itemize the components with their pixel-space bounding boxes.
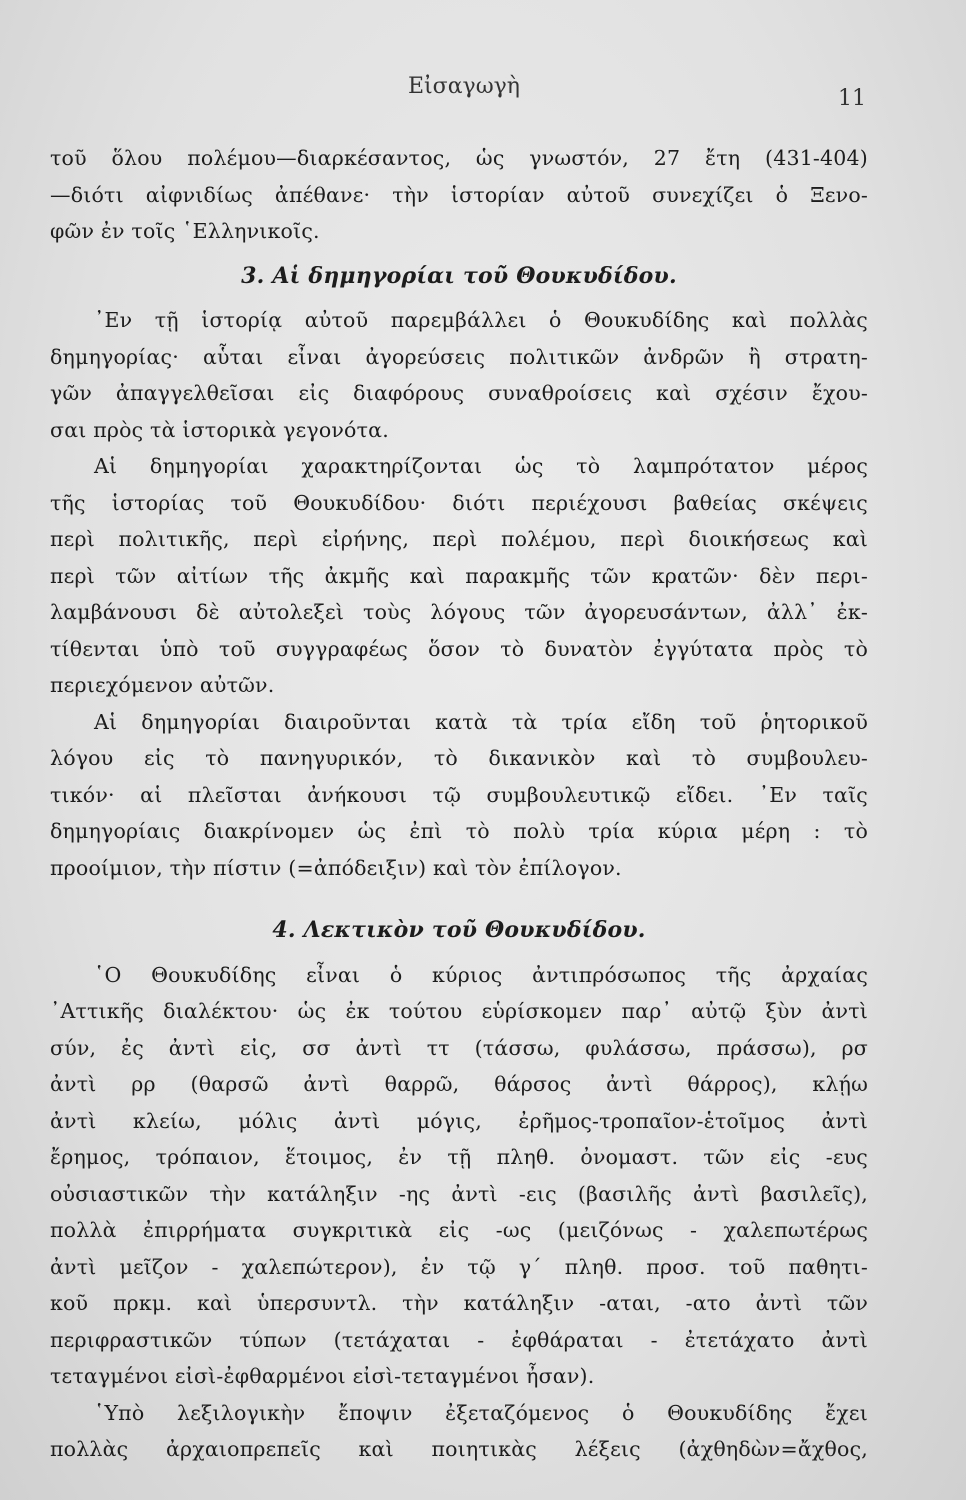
text-line: οὐσιαστικῶν τὴν κατάληξιν -ης ἀντὶ -εις (βασιλῆς ἀντὶ βασιλεῖς), (50, 1181, 868, 1206)
section-heading: 4. Λεκτικὸν τοῦ Θουκυδίδου. (272, 917, 646, 943)
text-line: ῾Ο Θουκυδίδης εἶναι ὁ κύριος ἀντιπρόσωπος τῆς ἀρχαίας (94, 962, 868, 987)
text-line: τοῦ ὅλου πολέμου—διαρκέσαντος, ὡς γνωστόν, 27 ἔτη (431-404) (50, 146, 868, 170)
text-line: ῾Υπὸ λεξιλογικὴν ἔποψιν ἐξεταζόμενος ὁ Θουκυδίδης ἔχει (94, 1400, 868, 1425)
text-line: σαι πρὸς τὰ ἱστορικὰ γεγονότα. (50, 417, 389, 442)
text-line: τῆς ἱστορίας τοῦ Θουκυδίδου· διότι περιέχουσι βαθείας σκέψεις (50, 490, 868, 515)
text-line: γῶν ἀπαγγελθεῖσαι εἰς διαφόρους συναθροίσεις καὶ σχέσιν ἔχου- (50, 381, 868, 405)
text-line: ᾿Αττικῆς διαλέκτου· ὡς ἐκ τούτου εὑρίσκομεν παρ᾿ αὐτῷ ξὺν ἀντὶ (50, 999, 868, 1023)
text-line: περιφραστικῶν τύπων (τετάχαται - ἐφθάραται - ἐτετάχατο ἀντὶ (50, 1327, 868, 1352)
text-line: λόγου εἰς τὸ πανηγυρικόν, τὸ δικανικὸν καὶ τὸ συμβουλευ- (50, 746, 868, 770)
page-number: 11 (838, 86, 866, 111)
text-line: σύν, ἐς ἀντὶ εἰς, σσ ἀντὶ ττ (τάσσω, φυλάσσω, πράσσω), ρσ (50, 1035, 868, 1060)
text-line: πολλὰ ἐπιρρήματα συγκριτικὰ εἰς -ως (μειζόνως - χαλεπωτέρως (50, 1218, 868, 1242)
text-line: τεταγμένοι εἰσὶ-ἐφθαρμένοι εἰσὶ-τεταγμένοι ἦσαν). (50, 1364, 595, 1388)
text-line: προοίμιον, τὴν πίστιν (=ἀπόδειξιν) καὶ τὸν ἐπίλογον. (50, 855, 622, 880)
text-line: δημηγορίαις διακρίνομεν ὡς ἐπὶ τὸ πολὺ τρία κύρια μέρη : τὸ (50, 819, 868, 843)
text-line: ἀντὶ μεῖζον - χαλεπώτερον), ἐν τῷ γ΄ πληθ. προσ. τοῦ παθητι- (50, 1254, 868, 1279)
text-line: Αἱ δημηγορίαι χαρακτηρίζονται ὡς τὸ λαμπρότατον μέρος (94, 454, 868, 478)
text-line: τίθενται ὑπὸ τοῦ συγγραφέως ὅσον τὸ δυνατὸν ἐγγύτατα πρὸς τὸ (50, 636, 868, 661)
section-heading: 3. Αἱ δημηγορίαι τοῦ Θουκυδίδου. (241, 262, 677, 289)
body-text (50, 140, 868, 1468)
text-line: —διότι αἰφνιδίως ἀπέθανε· τὴν ἱστορίαν αὐτοῦ συνεχίζει ὁ Ξενο- (50, 182, 868, 207)
text-line: πολλὰς ἀρχαιοπρεπεῖς καὶ ποιητικὰς λέξεις (ἀχθηδὼν=ἄχθος, (50, 1437, 868, 1461)
running-head: Εἰσαγωγὴ (408, 74, 520, 99)
text-line: περὶ πολιτικῆς, περὶ εἰρήνης, περὶ πολέμου, περὶ διοικήσεως καὶ (50, 527, 868, 551)
text-line: ἀντὶ κλείω, μόλις ἀντὶ μόγις, ἐρῆμος-τροπαῖον-ἑτοῖμος ἀντὶ (50, 1108, 868, 1133)
text-line: ᾿Εν τῇ ἱστορίᾳ αὐτοῦ παρεμβάλλει ὁ Θουκυδίδης καὶ πολλὰς (94, 308, 868, 332)
text-line: περὶ τῶν αἰτίων τῆς ἀκμῆς καὶ παρακμῆς τῶν κρατῶν· δὲν περι- (50, 563, 868, 588)
text-line: λαμβάνουσι δὲ αὐτολεξεὶ τοὺς λόγους τῶν ἀγορευσάντων, ἀλλ᾿ ἐκ- (50, 600, 868, 624)
text-line: ἔρημος, τρόπαιον, ἕτοιμος, ἐν τῇ πληθ. ὀνομαστ. τῶν εἰς -ευς (50, 1145, 868, 1169)
text-line: φῶν ἐν τοῖς ῾Ελληνικοῖς. (50, 219, 320, 243)
text-line: δημηγορίας· αὗται εἶναι ἀγορεύσεις πολιτικῶν ἀνδρῶν ἢ στρατη- (50, 344, 868, 369)
text-line: τικόν· αἱ πλεῖσται ἀνήκουσι τῷ συμβουλευτικῷ εἴδει. ᾿Εν ταῖς (50, 782, 868, 807)
text-line: περιεχόμενον αὐτῶν. (50, 673, 275, 697)
text-line: κοῦ πρκμ. καὶ ὑπερσυντλ. τὴν κατάληξιν -αται, -ατο ἀντὶ τῶν (50, 1291, 868, 1315)
text-line: Αἱ δημηγορίαι διαιροῦνται κατὰ τὰ τρία εἴδη τοῦ ῥητορικοῦ (94, 709, 868, 734)
text-line: ἀντὶ ρρ (θαρσῶ ἀντὶ θαρρῶ, θάρσος ἀντὶ θάρρος), κλῄω (50, 1072, 868, 1096)
